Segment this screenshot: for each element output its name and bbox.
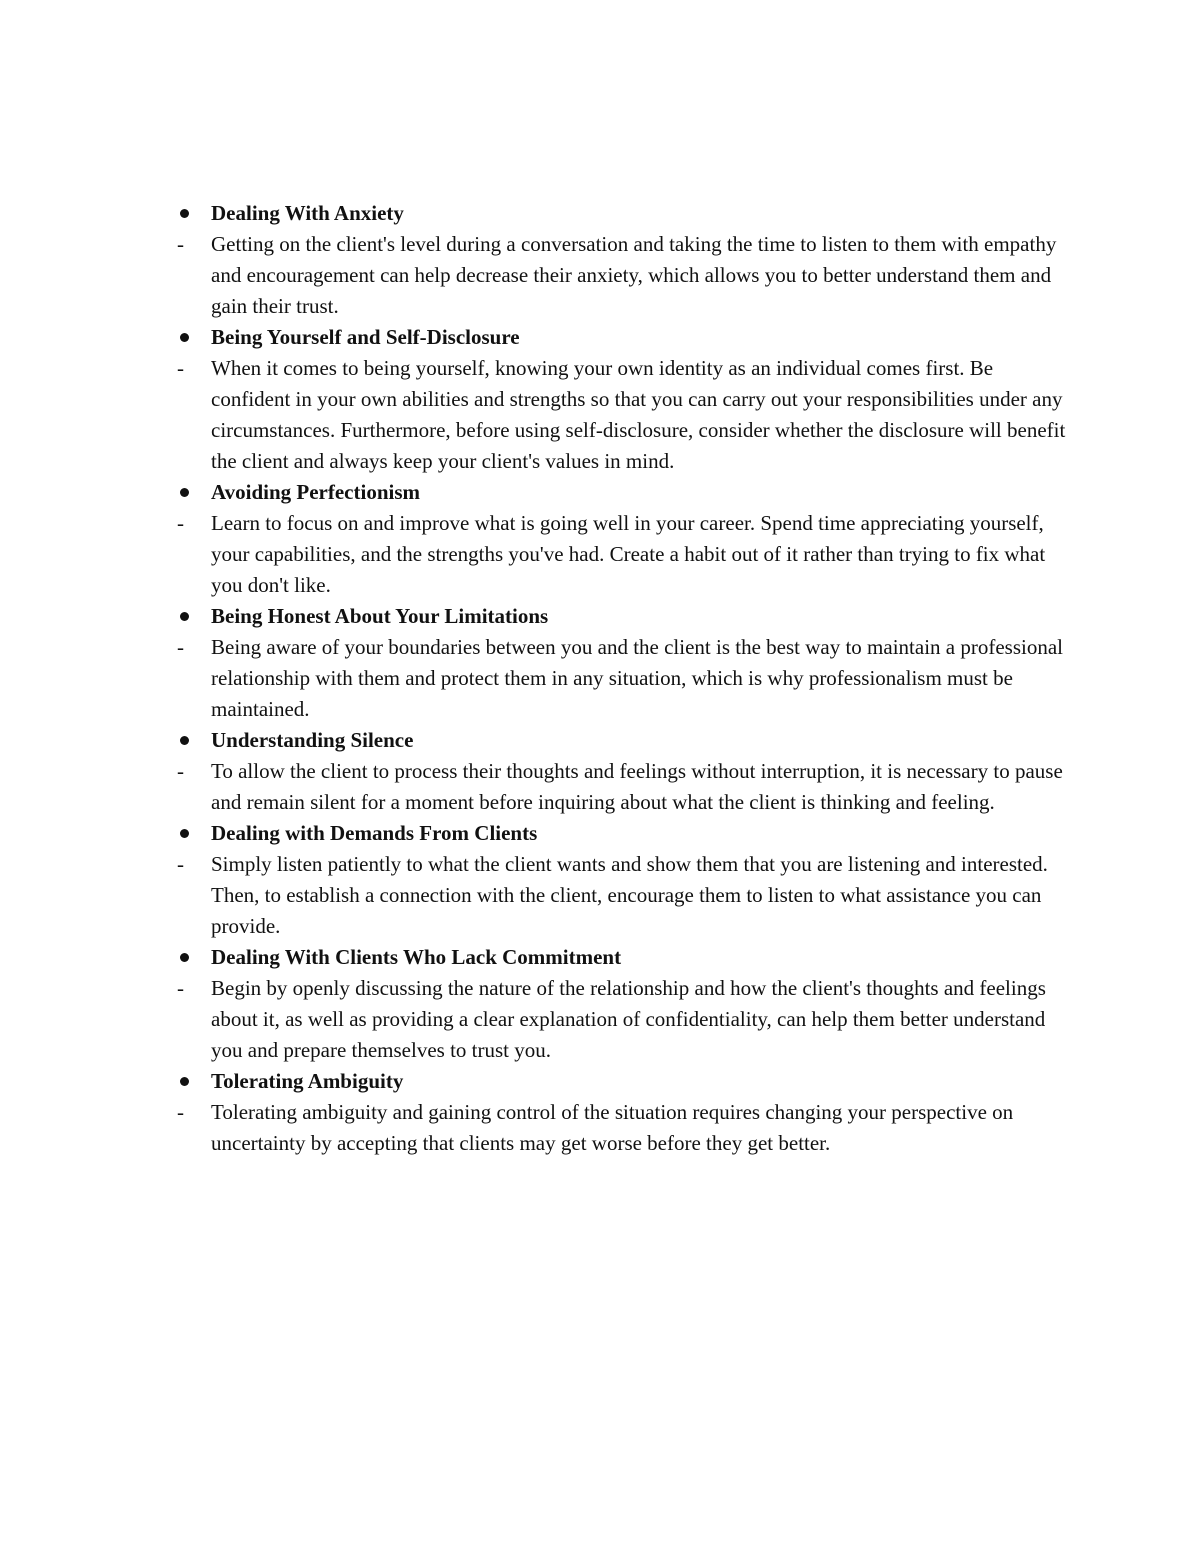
section-body: [174, 1097, 1074, 1159]
bullet-icon: [174, 1066, 204, 1086]
bullet-icon: [174, 601, 204, 621]
section-heading: [174, 322, 1074, 353]
section-title: Dealing With Anxiety: [211, 201, 404, 225]
dash-marker: -: [177, 976, 184, 1000]
section-title: Being Honest About Your Limitations: [211, 604, 549, 628]
section-heading: [174, 601, 1074, 632]
section-title: Avoiding Perfectionism: [211, 480, 420, 504]
section-text: Learn to focus on and improve what is going well in your career. Spend time appreciating yourself, your capabilities, and the strengths you've had. Create a habit out of it rather than trying to fix what you don't like.: [211, 511, 1046, 597]
bullet-icon: [174, 322, 204, 342]
section-body: [174, 632, 1074, 725]
dash-marker: -: [177, 356, 184, 380]
section-heading: [174, 942, 1074, 973]
dash-marker: -: [177, 232, 184, 256]
bullet-icon: [174, 725, 204, 745]
section-heading: [174, 818, 1074, 849]
section-heading: [174, 1066, 1074, 1097]
section-body: [174, 849, 1074, 942]
section-body: [174, 229, 1074, 322]
dash-marker: -: [177, 1100, 184, 1124]
section-body: [174, 508, 1074, 601]
section-body: [174, 353, 1074, 477]
bullet-icon: [174, 942, 204, 962]
dash-marker: -: [177, 635, 184, 659]
section-title: Dealing With Clients Who Lack Commitment: [211, 945, 622, 969]
section-title: Tolerating Ambiguity: [211, 1069, 404, 1093]
document-content: [174, 198, 1074, 1159]
section-body: [174, 973, 1074, 1066]
section-heading: [174, 477, 1074, 508]
section-title: Understanding Silence: [211, 728, 414, 752]
bullet-icon: [174, 477, 204, 497]
dash-marker: -: [177, 759, 184, 783]
section-text: Being aware of your boundaries between you and the client is the best way to maintain a professional relationship with them and protect them in any situation, which is why professionalism must be maintained.: [211, 635, 1063, 721]
section-heading: [174, 725, 1074, 756]
dash-marker: -: [177, 852, 184, 876]
section-text: When it comes to being yourself, knowing your own identity as an individual comes first. Be confident in your own abilities and strengths so that you can carry out your responsibilities under any circumstances. Furthermore, before using self-disclosure, consider whether the disclosure will benefit the client and always keep your client's values in mind.: [211, 356, 1066, 473]
dash-marker: -: [177, 511, 184, 535]
section-text: Simply listen patiently to what the client wants and show them that you are listening and interested. Then, to establish a connection with the client, encourage them to listen to what assistance you can provide.: [211, 852, 1048, 938]
section-body: [174, 756, 1074, 818]
section-title: Dealing with Demands From Clients: [211, 821, 538, 845]
section-text: Begin by openly discussing the nature of the relationship and how the client's thoughts and feelings about it, as well as providing a clear explanation of confidentiality, can help them better understand you and prepare themselves to trust you.: [211, 976, 1046, 1062]
section-text: Getting on the client's level during a conversation and taking the time to listen to them with empathy and encouragement can help decrease their anxiety, which allows you to better understand them and gain their trust.: [211, 232, 1057, 318]
section-title: Being Yourself and Self-Disclosure: [211, 325, 520, 349]
section-heading: [174, 198, 1074, 229]
section-text: To allow the client to process their thoughts and feelings without interruption, it is necessary to pause and remain silent for a moment before inquiring about what the client is thinking and feeling.: [211, 759, 1063, 814]
bullet-icon: [174, 818, 204, 838]
bullet-icon: [174, 198, 204, 218]
section-text: Tolerating ambiguity and gaining control of the situation requires changing your perspective on uncertainty by accepting that clients may get worse before they get better.: [211, 1100, 1014, 1155]
